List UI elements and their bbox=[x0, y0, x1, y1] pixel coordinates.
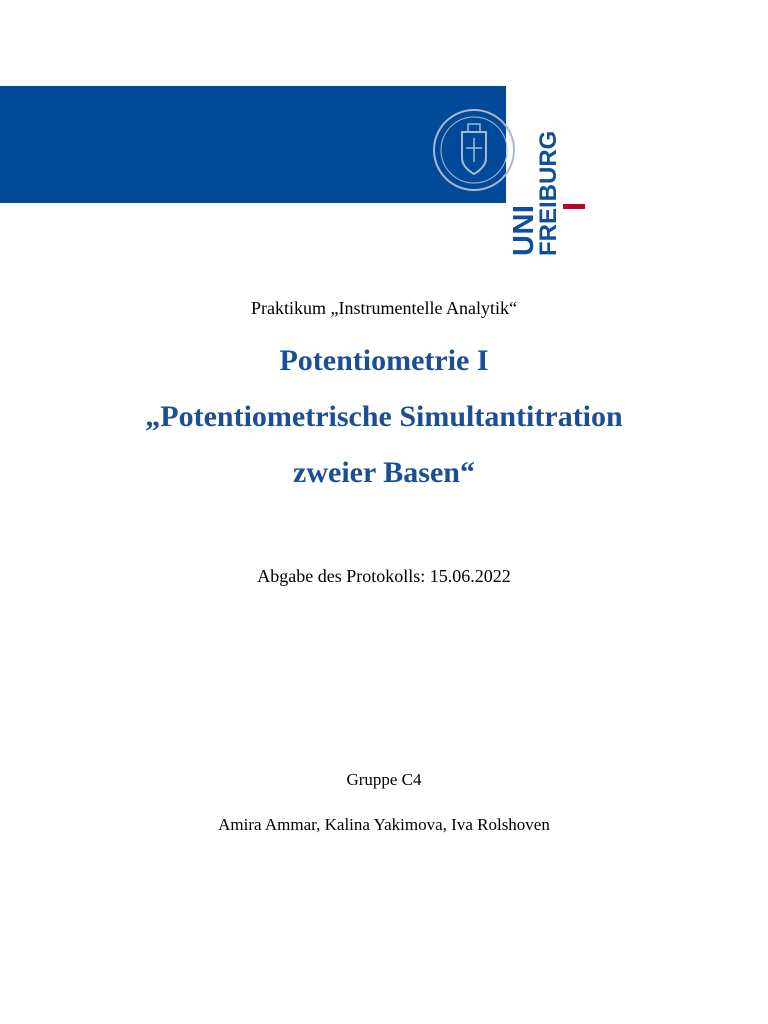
document-title-line-2: „Potentiometrische Simultantitration bbox=[145, 400, 623, 433]
submission-date: Abgabe des Protokolls: 15.06.2022 bbox=[257, 566, 511, 586]
group-label: Gruppe C4 bbox=[346, 770, 422, 789]
document-title-line-1: Potentiometrie I bbox=[279, 344, 489, 377]
university-seal-icon bbox=[432, 92, 516, 208]
course-title: Praktikum „Instrumentelle Analytik“ bbox=[251, 298, 517, 318]
document-title-line-3: zweier Basen“ bbox=[293, 456, 475, 489]
logo-accent-bar bbox=[563, 204, 585, 209]
logo-freiburg: FREIBURG bbox=[535, 130, 562, 256]
author-list: Amira Ammar, Kalina Yakimova, Iva Rolshoven bbox=[218, 815, 550, 834]
header-band bbox=[0, 86, 506, 203]
logo-uni: UNI bbox=[508, 204, 540, 256]
